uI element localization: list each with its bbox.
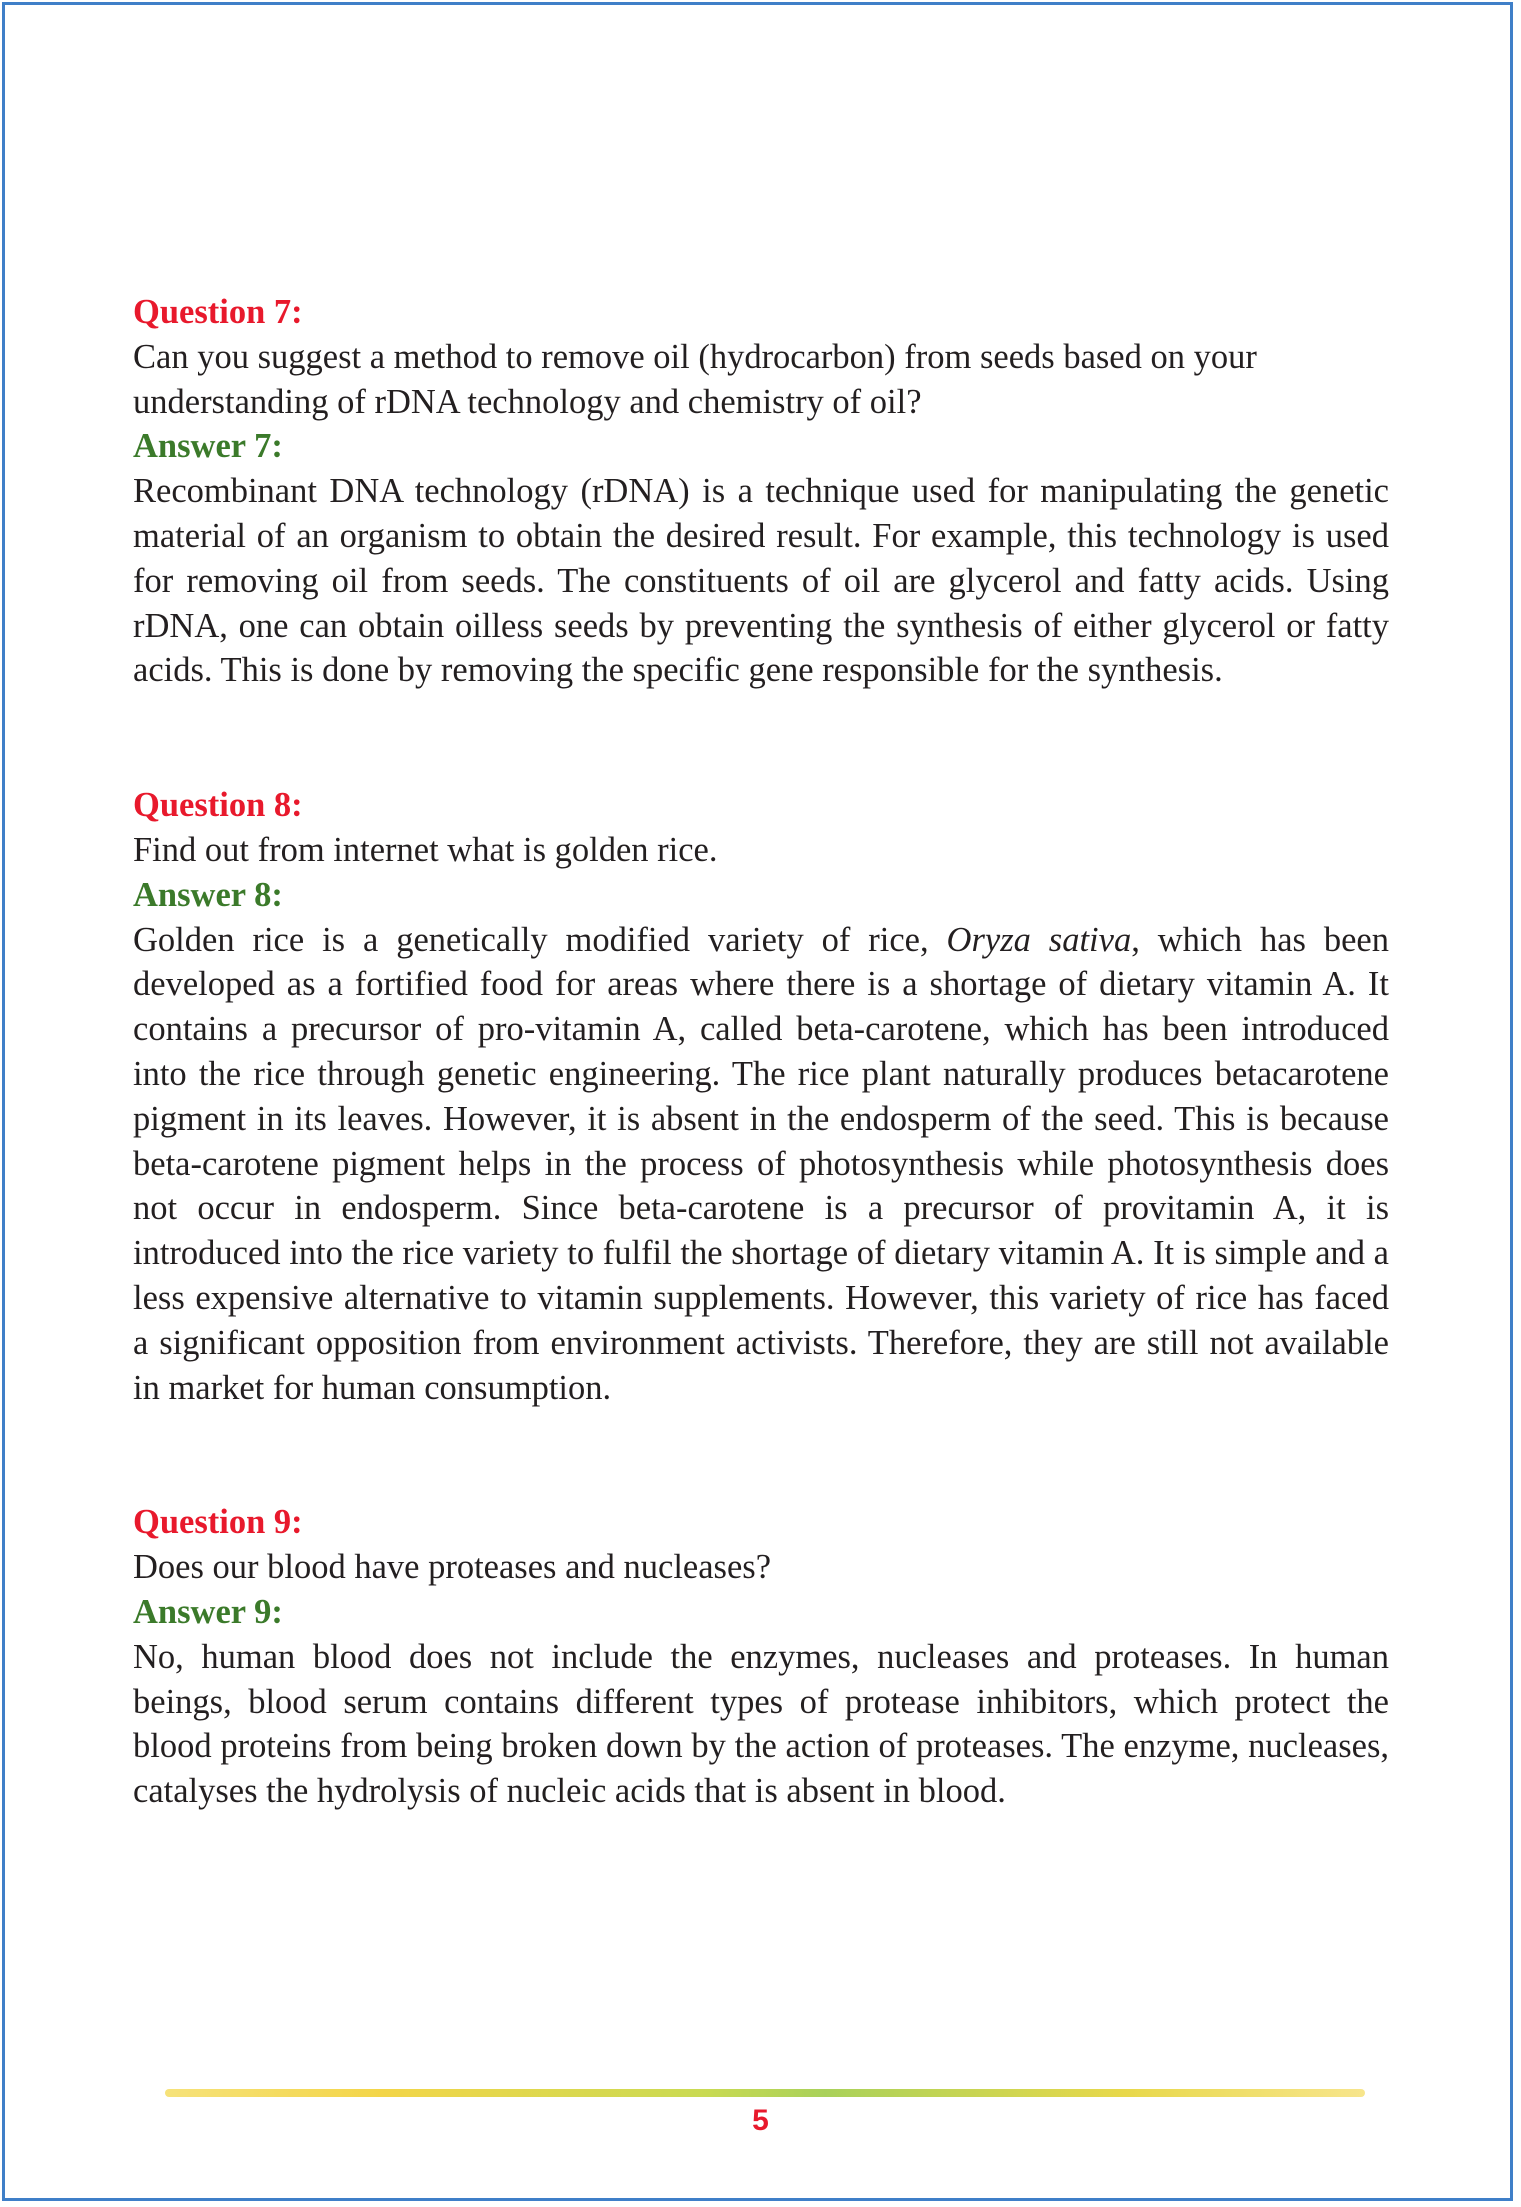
- question-heading: Question 8:: [133, 786, 303, 825]
- question-text: Find out from internet what is golden rice.: [133, 830, 718, 869]
- answer-heading: Answer 7:: [133, 427, 283, 466]
- answer-text-part1: Golden rice is a genetically modified variety of rice,: [133, 920, 947, 959]
- qa-block-7: [133, 290, 1389, 693]
- question-text: Does our blood have proteases and nucleases?: [133, 1548, 772, 1587]
- question-heading: Question 9:: [133, 1503, 303, 1542]
- answer-text: No, human blood does not include the enzymes, nucleases and proteases. In human beings, blood serum contains different types of protease inhibitors, which protect the blood proteins from being broken down by the action of proteases. The enzyme, nucleases, catalyses the hydrolysis of nucleic acids that is absent in blood.: [133, 1637, 1389, 1811]
- answer-heading: Answer 9:: [133, 1592, 283, 1631]
- question-heading: Question 7:: [133, 293, 303, 331]
- answer-text-part2: , which has been developed as a fortified food for areas where there is a shortage of dietary vitamin A. It contains a precursor of pro-vitamin A, called beta-carotene, which has been introduced into the rice through genetic engineering. The rice plant naturally produces betacarotene pigment in its leaves. However, it is absent in the endosperm of the seed. This is because beta-carotene pigment helps in the process of photosynthesis while photosynthesis does not occur in endosperm. Since beta-carotene is a precursor of provitamin A, it is introduced into the rice variety to fulfil the shortage of dietary vitamin A. It is simple and a less expensive alternative to vitamin supplements. However, this variety of rice has faced a significant opposition from environment activists. Therefore, they are still not available in market for human consumption.: [133, 920, 1389, 1407]
- page-number: 5: [752, 2104, 769, 2137]
- species-name: Oryza sativa: [946, 920, 1132, 959]
- qa-block-8: [133, 783, 1389, 1410]
- answer-text: [133, 918, 1389, 1411]
- question-text: Can you suggest a method to remove oil (hydrocarbon) from seeds based on your understanding of rDNA technology and chemistry of oil?: [133, 337, 1257, 421]
- answer-text: Recombinant DNA technology (rDNA) is a technique used for manipulating the genetic material of an organism to obtain the desired result. For example, this technology is used for removing oil from seeds. The constituents of oil are glycerol and fatty acids. Using rDNA, one can obtain oilless seeds by preventing the synthesis of either glycerol or fatty acids. This is done by removing the specific gene responsible for the synthesis.: [133, 472, 1389, 690]
- page-content: [133, 290, 1389, 1814]
- answer-heading: Answer 8:: [133, 875, 283, 914]
- footer-divider: [165, 2089, 1365, 2097]
- qa-block-9: [133, 1500, 1389, 1814]
